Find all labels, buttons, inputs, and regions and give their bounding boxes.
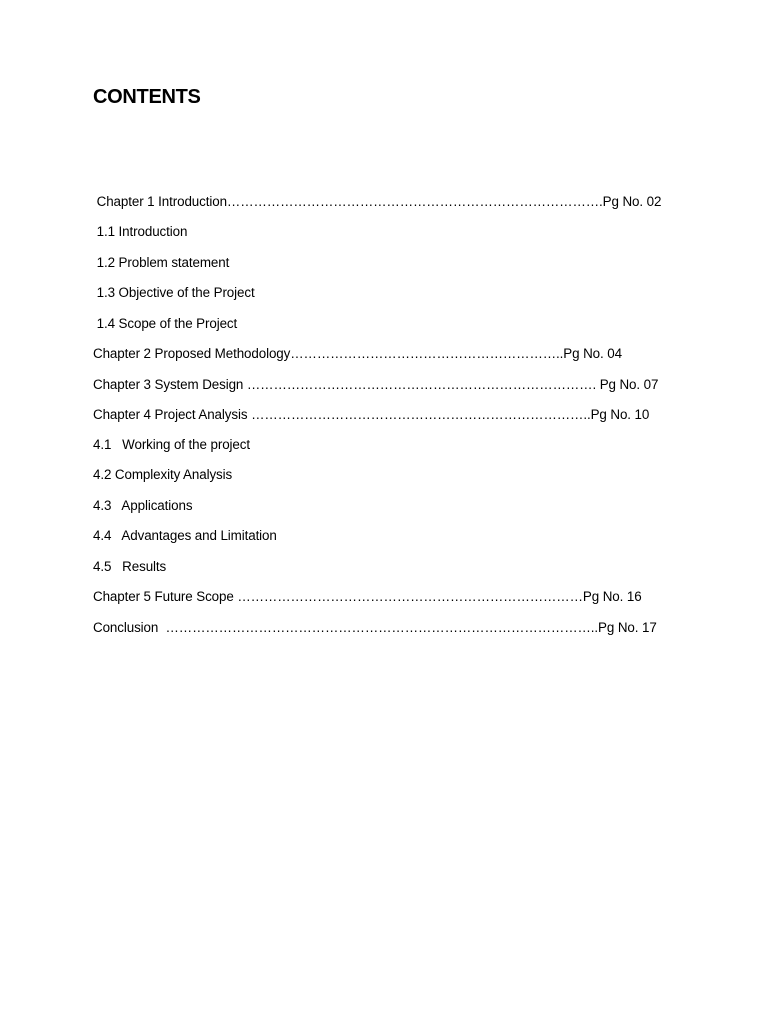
toc-entry-4-2: 4.2 Complexity Analysis — [93, 467, 233, 482]
toc-entry-chapter-3: Chapter 3 System Design ……………………………………………………………………. Pg No. 07 — [93, 377, 659, 392]
toc-entry-4-4: 4.4 Advantages and Limitation — [93, 528, 277, 543]
toc-entry-1-2: 1.2 Problem statement — [93, 255, 230, 270]
toc-entry-chapter-1: Chapter 1 Introduction………………………………………………………………………….Pg No. 02 — [93, 194, 662, 209]
toc-entry-chapter-5: Chapter 5 Future Scope ……………………………………………………………………Pg No. 16 — [93, 589, 642, 604]
toc-entry-4-3: 4.3 Applications — [93, 498, 193, 513]
toc-entry-chapter-4: Chapter 4 Project Analysis …………………………………………………………………..Pg No. 10 — [93, 407, 650, 422]
toc-entry-4-5: 4.5 Results — [93, 559, 167, 574]
toc-entry-chapter-2: Chapter 2 Proposed Methodology……………………………………………………..Pg No. 04 — [93, 346, 622, 361]
toc-entry-1-3: 1.3 Objective of the Project — [93, 285, 255, 300]
contents-heading: CONTENTS — [93, 86, 201, 108]
toc-entry-1-4: 1.4 Scope of the Project — [93, 316, 238, 331]
toc-entry-conclusion: Conclusion ……………………………………………………………………………………..Pg No. 17 — [93, 620, 657, 635]
toc-entry-1-1: 1.1 Introduction — [93, 224, 188, 239]
toc-entry-4-1: 4.1 Working of the project — [93, 437, 250, 452]
